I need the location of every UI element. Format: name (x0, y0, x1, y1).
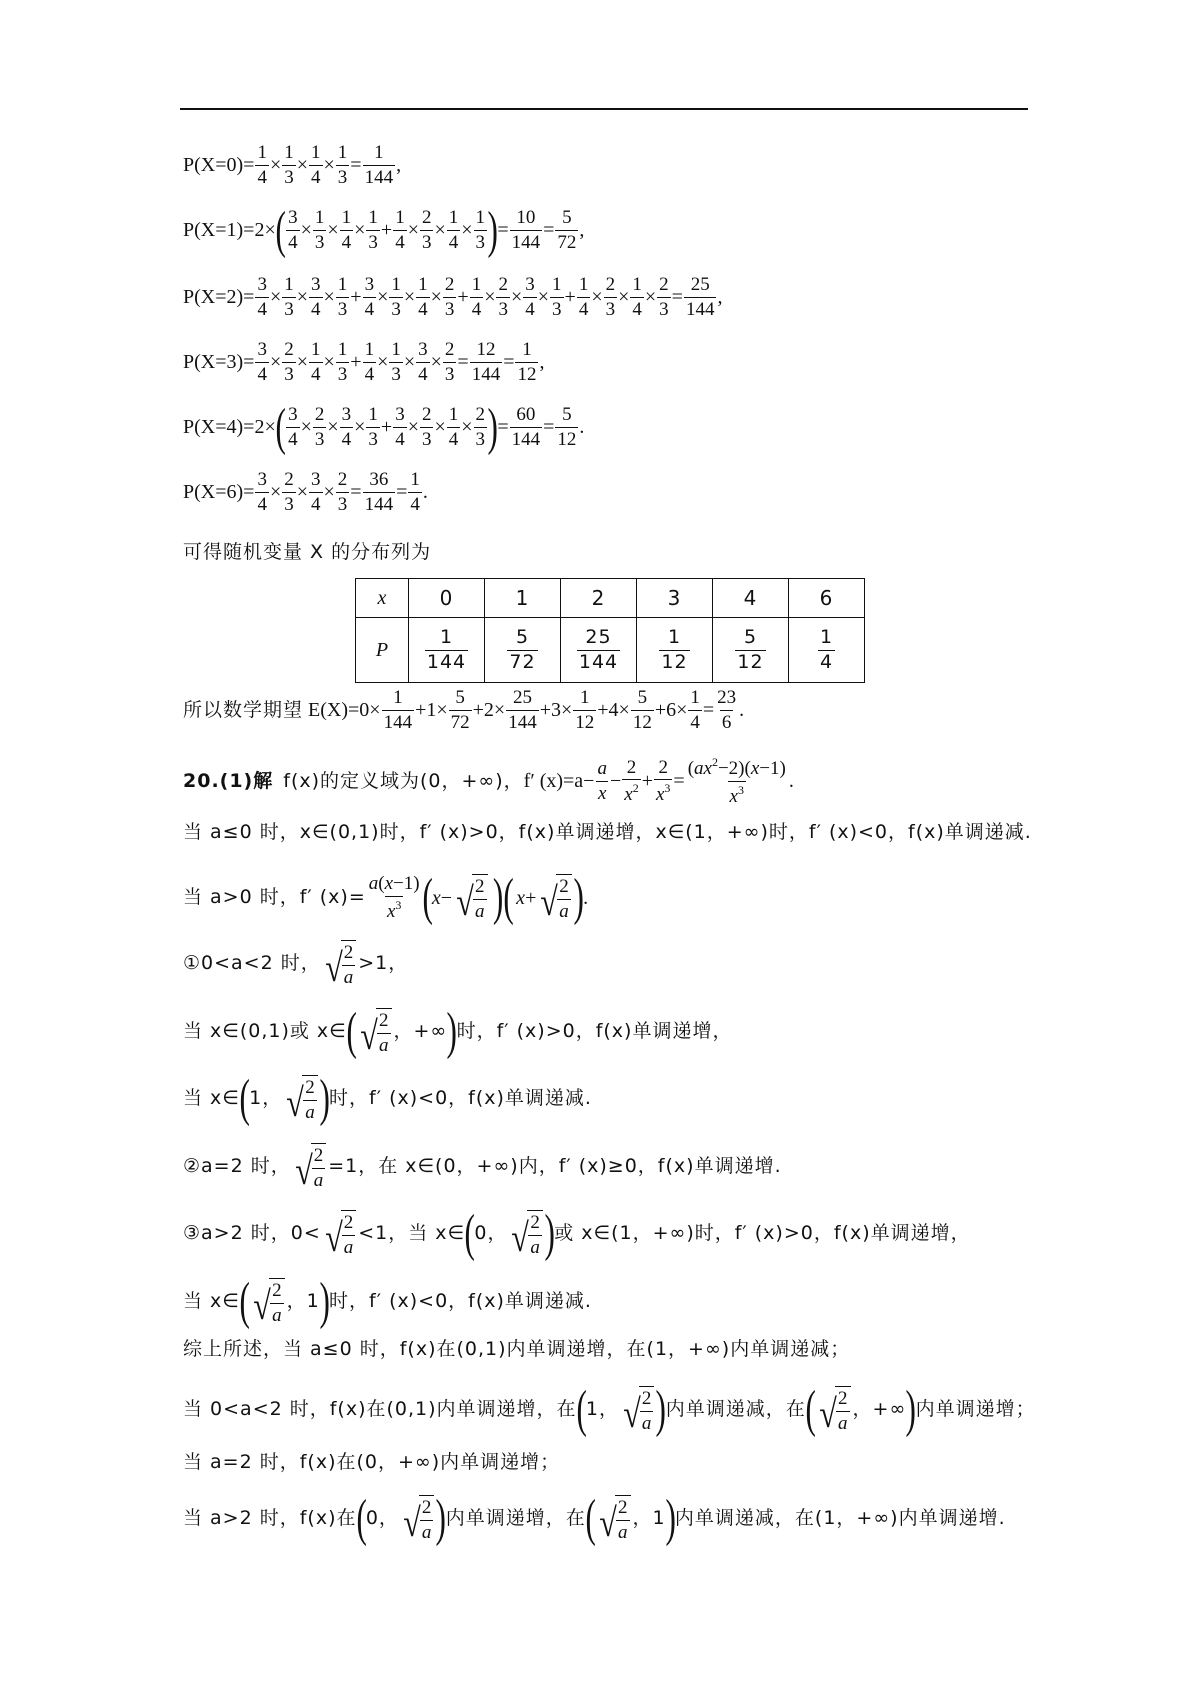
header-rule (180, 108, 1028, 110)
prob-line-2: P(X=2)= $\frac{3}{4}$ × $\frac{1}{3}$ × $\frac{3}{4}$ × $\frac{1}{3}$ + $\frac{3}{4}$ × $\frac{1}{3}$ × $\frac{1}{4}$ × $\frac{2}{3}$ + $\frac{1}{4}$ × $\frac{2}{3}$ × $\frac{3}{4}$ × $\frac{1}{3}$ + $\frac{1}{4}$ × $\frac{2}{3}$ × $\frac{1}{4}$ × $\frac{2}{3}$ = $\frac{25}{144}$ , (183, 274, 723, 320)
case-1: ①0<a<2 时， √ $\frac{2}{a}$ >1， (183, 942, 409, 990)
prob-line-0: P(X=0)= $\frac{1}{4}$ × $\frac{1}{3}$ × $\frac{1}{4}$ × $\frac{1}{3}$ = $\frac{1}{144}$ , (183, 142, 402, 188)
case-2: ②a=2 时， √ $\frac{2}{a}$ =1，在 x∈(0，+∞)内，f′ (x)≥0，f(x)单调递增. (183, 1145, 782, 1193)
sqrt: √ $\frac{2}{a}$ (454, 874, 487, 922)
q20-head-line: 20.(1)解 f(x)的定义域为(0，+∞)， f′ (x)=a− $\frac{a}{x}$ − $\frac{2}{x^2}$ + $\frac{2}{x^3}$ = $\frac{(ax^2-2)(x-1)}{x^3}$ . (183, 755, 794, 807)
prob-line-4: P(X=4)=2× ( $\frac{3}{4}$ × $\frac{2}{3}$ × $\frac{3}{4}$ × $\frac{1}{3}$ + $\frac{3}{4}$ × $\frac{2}{3}$ × $\frac{1}{4}$ × $\frac{2}{3}$ ) = $\frac{60}{144}$ = $\frac{5}{12}$ . (183, 398, 585, 456)
case-3-decreasing: 当 x∈ ( √ $\frac{2}{a}$ ，1 ) 时，f′ (x)<0，f(x)单调递减. (183, 1273, 592, 1331)
fraction: $\frac{1}{144}$ (364, 142, 394, 188)
fraction: $\frac{1}{3}$ (337, 142, 348, 188)
table-row: P $\frac{1}{144}$ $\frac{5}{72}$ $\frac{25}{144}$ $\frac{1}{12}$ $\frac{5}{12}$ $\frac{1}{4}$ (356, 618, 865, 683)
prob-line-3: P(X=3)= $\frac{3}{4}$ × $\frac{2}{3}$ × $\frac{1}{4}$ × $\frac{1}{3}$ + $\frac{1}{4}$ × $\frac{1}{3}$ × $\frac{3}{4}$ × $\frac{2}{3}$ = $\frac{12}{144}$ = $\frac{1}{12}$ , (183, 339, 545, 385)
case-1-increasing: 当 x∈(0,1)或 x∈ ( √ $\frac{2}{a}$ ，+∞ ) 时，f′ (x)>0，f(x)单调递增， (183, 1003, 733, 1061)
fraction: $\frac{1}{4}$ (257, 142, 267, 188)
case-a-le-0: 当 a≤0 时，x∈(0,1)时，f′ (x)>0，f(x)单调递增，x∈(1，+∞)时，f′ (x)<0，f(x)单调递减. (183, 821, 1032, 843)
prob-line-1: P(X=1)=2× ( $\frac{3}{4}$ × $\frac{1}{3}$ × $\frac{1}{4}$ × $\frac{1}{3}$ + $\frac{1}{4}$ × $\frac{2}{3}$ × $\frac{1}{4}$ × $\frac{1}{3}$ ) = $\frac{10}{144}$ = $\frac{5}{72}$ , (183, 201, 585, 259)
summary-1: 综上所述，当 a≤0 时，f(x)在(0,1)内单调递增，在(1，+∞)内单调递减； (183, 1338, 851, 1360)
expectation-line: 所以数学期望 E(X)=0× $\frac{1}{144}$ +1× $\frac{5}{72}$ +2× $\frac{25}{144}$ +3× $\frac{1}{12}$ +4× $\frac{5}{12}$ +6× $\frac{1}{4}$ = $\frac{23}{6}$ . (183, 687, 745, 733)
distribution-table (355, 578, 865, 683)
table-row: x 0 1 2 3 4 6 (356, 579, 865, 618)
fraction: $\frac{1}{4}$ (311, 142, 321, 188)
distribution-intro: 可得随机变量 X 的分布列为 (183, 541, 432, 563)
summary-4: 当 a>2 时，f(x)在 ( 0， √ $\frac{2}{a}$ ) 内单调递增，在 ( √ $\frac{2}{a}$ ，1 ) 内单调递减，在(1，+∞)内单调递增. (183, 1490, 1006, 1548)
summary-2: 当 0<a<2 时，f(x)在(0,1)内单调递增，在 ( 1， √ $\frac{2}{a}$ ) 内单调递减，在 ( √ $\frac{2}{a}$ ，+∞ ) 内单调递增； (183, 1381, 1036, 1439)
prob-line-6: P(X=6)= $\frac{3}{4}$ × $\frac{2}{3}$ × $\frac{3}{4}$ × $\frac{2}{3}$ = $\frac{36}{144}$ = $\frac{1}{4}$ . (183, 469, 428, 515)
case-1-decreasing: 当 x∈ ( 1， √ $\frac{2}{a}$ ) 时，f′ (x)<0，f(x)单调递减. (183, 1070, 592, 1128)
summary-3: 当 a=2 时，f(x)在(0，+∞)内单调递增； (183, 1451, 561, 1473)
fraction: $\frac{1}{3}$ (284, 142, 294, 188)
case-3: ③a>2 时，0< √ $\frac{2}{a}$ <1，当 x∈ ( 0， √ $\frac{2}{a}$ ) 或 x∈(1，+∞)时，f′ (x)>0，f(x)单调递增， (183, 1205, 971, 1263)
case-a-gt-0: 当 a>0 时，f′ (x)= $\frac{a(x-1)}{x^3}$ ( x − √ $\frac{2}{a}$ )( x + √ $\frac{2}{a}$ ) . (183, 869, 589, 927)
